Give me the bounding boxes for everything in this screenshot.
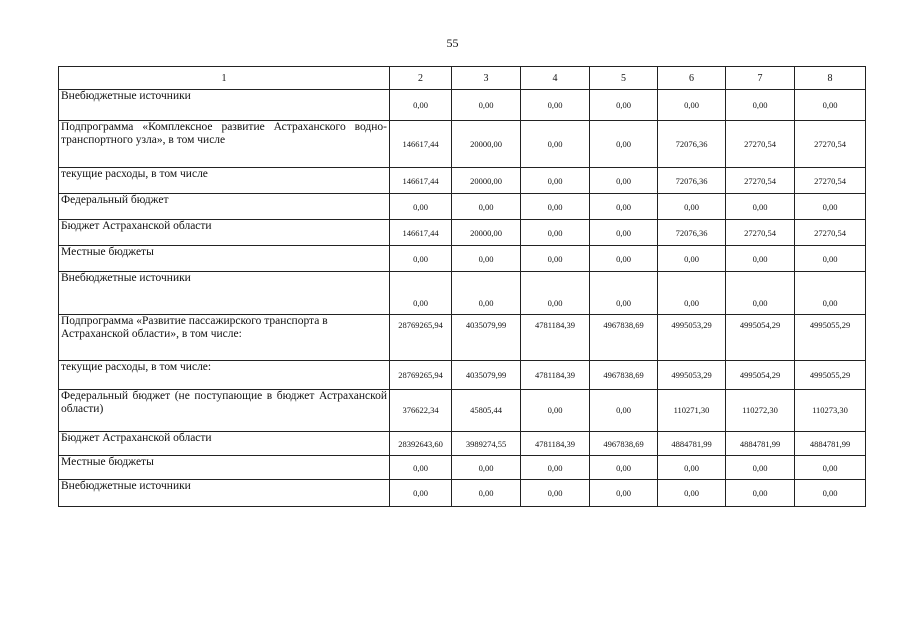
table-cell: 0,00 (521, 480, 590, 507)
table-cell: 0,00 (590, 90, 658, 121)
table-cell: 146617,44 (390, 121, 452, 168)
table-row (59, 315, 866, 361)
table-cell: 4781184,39 (521, 361, 590, 390)
table-cell: 0,00 (726, 272, 795, 315)
table-row (59, 272, 866, 315)
row-label: Подпрограмма «Комплексное развитие Астраханского воднотранспортного узла», в том числе (59, 121, 390, 168)
column-header: 4 (521, 67, 590, 90)
table-cell: 0,00 (590, 272, 658, 315)
row-label: Бюджет Астраханской области (59, 432, 390, 456)
budget-table (58, 66, 866, 507)
table-row (59, 194, 866, 220)
table-cell: 0,00 (658, 456, 726, 480)
row-label: Местные бюджеты (59, 456, 390, 480)
table-cell: 0,00 (590, 456, 658, 480)
table-cell: 4995053,29 (658, 361, 726, 390)
table-cell: 0,00 (658, 194, 726, 220)
table-cell: 4995055,29 (795, 361, 866, 390)
row-label: Местные бюджеты (59, 246, 390, 272)
column-header: 6 (658, 67, 726, 90)
table-cell: 0,00 (521, 90, 590, 121)
table-cell: 0,00 (590, 194, 658, 220)
table-cell: 4995055,29 (795, 315, 866, 361)
table-cell: 0,00 (590, 390, 658, 432)
table-cell: 3989274,55 (452, 432, 521, 456)
row-label: текущие расходы, в том числе (59, 168, 390, 194)
table-cell: 4884781,99 (795, 432, 866, 456)
column-header: 8 (795, 67, 866, 90)
table-cell: 0,00 (521, 220, 590, 246)
table-cell: 0,00 (521, 121, 590, 168)
row-label: Бюджет Астраханской области (59, 220, 390, 246)
table-cell: 0,00 (658, 480, 726, 507)
table-cell: 20000,00 (452, 220, 521, 246)
table-cell: 0,00 (521, 456, 590, 480)
table-cell: 4781184,39 (521, 315, 590, 361)
table-row (59, 432, 866, 456)
table-cell: 146617,44 (390, 168, 452, 194)
table-cell: 0,00 (658, 90, 726, 121)
table-row (59, 456, 866, 480)
table-cell: 0,00 (452, 272, 521, 315)
table-cell: 0,00 (390, 456, 452, 480)
table-cell: 28769265,94 (390, 315, 452, 361)
row-label: текущие расходы, в том числе: (59, 361, 390, 390)
table-cell: 72076,36 (658, 168, 726, 194)
row-label: Федеральный бюджет (не поступающие в бюджет Астраханской области) (59, 390, 390, 432)
table-row (59, 390, 866, 432)
table-cell: 4035079,99 (452, 315, 521, 361)
table-cell: 0,00 (726, 456, 795, 480)
table-cell: 4967838,69 (590, 315, 658, 361)
table-cell: 28392643,60 (390, 432, 452, 456)
table-cell: 0,00 (452, 246, 521, 272)
table-cell: 27270,54 (795, 220, 866, 246)
table-cell: 0,00 (521, 194, 590, 220)
column-header: 2 (390, 67, 452, 90)
table-cell: 0,00 (590, 480, 658, 507)
table-cell: 0,00 (390, 272, 452, 315)
row-label: Подпрограмма «Развитие пассажирского транспорта в Астраханской области», в том числе: (59, 315, 390, 361)
table-cell: 4884781,99 (658, 432, 726, 456)
table-cell: 4781184,39 (521, 432, 590, 456)
table-cell: 72076,36 (658, 121, 726, 168)
table-cell: 0,00 (726, 246, 795, 272)
table-cell: 0,00 (658, 246, 726, 272)
table-row (59, 220, 866, 246)
table-cell: 4967838,69 (590, 432, 658, 456)
table-cell: 4995053,29 (658, 315, 726, 361)
header-row (59, 67, 866, 90)
table-cell: 110273,30 (795, 390, 866, 432)
table-cell: 0,00 (452, 90, 521, 121)
table-cell: 0,00 (795, 246, 866, 272)
table-cell: 4995054,29 (726, 315, 795, 361)
table-cell: 20000,00 (452, 168, 521, 194)
table-cell: 0,00 (521, 168, 590, 194)
table-cell: 0,00 (521, 272, 590, 315)
table-cell: 27270,54 (726, 121, 795, 168)
row-label: Внебюджетные источники (59, 90, 390, 121)
table-cell: 45805,44 (452, 390, 521, 432)
table-cell: 110271,30 (658, 390, 726, 432)
table-row (59, 361, 866, 390)
table-cell: 110272,30 (726, 390, 795, 432)
column-header: 3 (452, 67, 521, 90)
table-cell: 0,00 (795, 272, 866, 315)
table-cell: 4967838,69 (590, 361, 658, 390)
table-cell: 0,00 (390, 480, 452, 507)
table-row (59, 246, 866, 272)
table-cell: 0,00 (521, 390, 590, 432)
table-cell: 4884781,99 (726, 432, 795, 456)
table-cell: 27270,54 (795, 168, 866, 194)
table-cell: 0,00 (452, 194, 521, 220)
column-header: 7 (726, 67, 795, 90)
table-cell: 146617,44 (390, 220, 452, 246)
table-cell: 27270,54 (726, 220, 795, 246)
table-cell: 0,00 (795, 480, 866, 507)
table-cell: 0,00 (390, 194, 452, 220)
table-cell: 4035079,99 (452, 361, 521, 390)
row-label: Федеральный бюджет (59, 194, 390, 220)
table-cell: 0,00 (590, 246, 658, 272)
table-cell: 0,00 (390, 90, 452, 121)
table-row (59, 168, 866, 194)
table-row (59, 90, 866, 121)
table-cell: 376622,34 (390, 390, 452, 432)
table-cell: 0,00 (452, 480, 521, 507)
table-cell: 0,00 (726, 194, 795, 220)
table-cell: 27270,54 (726, 168, 795, 194)
row-label: Внебюджетные источники (59, 272, 390, 315)
table-cell: 72076,36 (658, 220, 726, 246)
table-cell: 0,00 (590, 121, 658, 168)
table-cell: 27270,54 (795, 121, 866, 168)
table-cell: 0,00 (452, 456, 521, 480)
table-row (59, 121, 866, 168)
table-cell: 0,00 (795, 194, 866, 220)
table-cell: 4995054,29 (726, 361, 795, 390)
table-cell: 20000,00 (452, 121, 521, 168)
table-cell: 0,00 (590, 168, 658, 194)
table-cell: 0,00 (658, 272, 726, 315)
table-cell: 0,00 (795, 456, 866, 480)
table-cell: 0,00 (590, 220, 658, 246)
row-label: Внебюджетные источники (59, 480, 390, 507)
column-header: 5 (590, 67, 658, 90)
table-cell: 0,00 (521, 246, 590, 272)
column-header: 1 (59, 67, 390, 90)
table-cell: 0,00 (390, 246, 452, 272)
table-cell: 0,00 (726, 90, 795, 121)
table-row (59, 480, 866, 507)
table-cell: 0,00 (726, 480, 795, 507)
page-number: 55 (446, 36, 459, 50)
table-cell: 28769265,94 (390, 361, 452, 390)
table-cell: 0,00 (795, 90, 866, 121)
